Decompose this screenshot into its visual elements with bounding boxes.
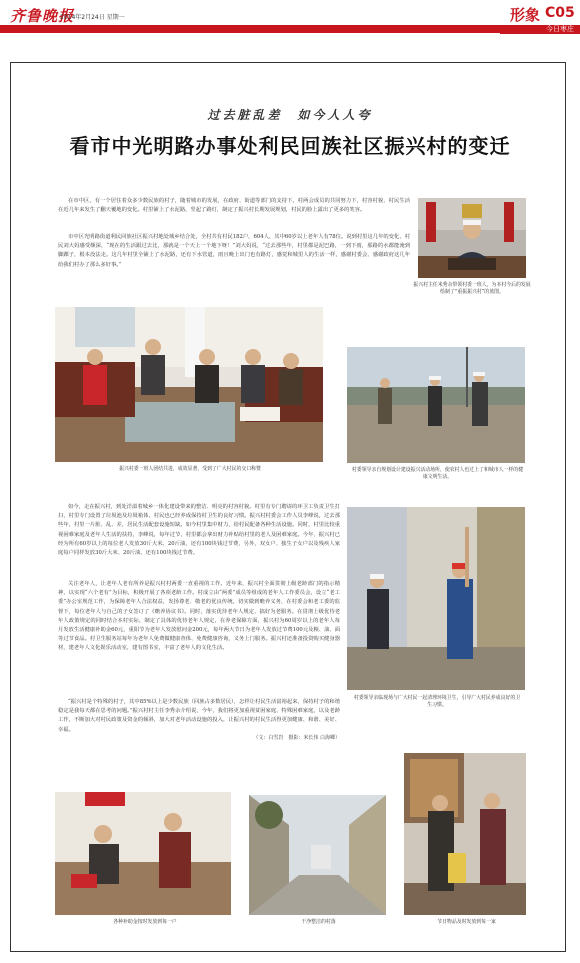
page-number: C05 bbox=[545, 5, 575, 21]
caption-street: 干净整洁的村落 bbox=[301, 919, 336, 925]
newspaper-logo: 齐鲁晚报 bbox=[10, 7, 75, 25]
caption-meeting: 振兴村委一班人团结共进，成效显著，受到了广大村民的交口称赞 bbox=[119, 466, 261, 472]
header-rule bbox=[0, 25, 580, 33]
caption-inspection: 村委领导亲自规划设计建设振兴活动场所，使农村人也过上了和城市人一样的健康文明生活。 bbox=[351, 467, 524, 480]
article-paragraph: “振兴村是个特殊的村子，其中85%以上是少数民族（回族占多数居民），怎样让村民生活富裕起来，保持村子的和谐稳定是我每天都在思考的问题。”振兴村村主任李秀余介绍说，今年，我们将更加重视贫困家庭、特殊困难家庭，以及老龄工作，不断加大对村民政策及资金的倾斜，加大对老年活动设施的投入，让振兴村的村民生活得更加健康、和谐、美好、幸福。 bbox=[58, 699, 340, 733]
photo-cleaning bbox=[347, 507, 525, 690]
caption-gifts: 节日物品及时发放到每一家 bbox=[437, 919, 496, 925]
article-paragraph: 在市中区，有一个居住着众多少数民族的村子，随着城市的发展，在政府、街道等部门的支持下，村两会成员的共同努力下，村容村貌、村民生活在近几年来发生了翻天覆地的变化。村里铺上了水泥路，竖起了路灯，制定了振兴村长期发展规划，村民的脸上露出了更多的笑容。 bbox=[58, 198, 410, 214]
article-paragraph: 如今，走在振兴村，到处洋溢着城乡一体化建设带来的整洁、明亮的村容村貌。村里有专门聘请的环卫工负责卫生打扫，村里专门设置了垃圾池及垃圾箱体，村民也已经养成保持村卫生的良好习惯。振兴村村委会工作人员李峰说，过去那些年，村里一片脏、乱、差，居民生活配套设施短缺。如今村里集中财力，给村民配备各种生活设施。同时，村里比较重视困难家庭及老年人生活的扶持，李峰说，每年过节，村里都会拿出财力补贴给村里的老人及困难家庭。今年，振兴村已经为所有60岁以上的每位老人发放30斤大米、20斤油，还有100块钱过节费，另外，双女户、独生子女户以及残疾人家庭每户同样发放30斤大米、20斤油，还有100块钱过节费。 bbox=[58, 504, 340, 557]
photo-village-street bbox=[249, 795, 386, 915]
article-headline: 看市中光明路办事处利民回族社区振兴村的变迁 bbox=[69, 134, 511, 158]
issue-date: 2014年2月24日 星期一 bbox=[60, 14, 125, 21]
section-title: 形象 bbox=[510, 6, 541, 24]
photo-village-meeting bbox=[55, 307, 323, 462]
article-paragraph: 市中区光明路街道利民回族社区振兴村地处城乡结合处，全村共有村民182户，604人，其中60岁以上老年人有78位。说到村里这几年的变化，村民刘大妈感受颇深，“现在的生活跟过去比，那就是一个天上一个地下呀！”刘大妈说，“过去那些年，村里都是泥巴路，一到下雨，那路的水都能淹到脚踝子，根本没法走。这几年村里全铺上了水泥路，还有下水管道，雨且晚上出门也有路灯，感觉和城里人的生活一样，感谢村委会、感谢政府这几年给我们村办了那么多好事。” bbox=[58, 234, 410, 268]
photo-holiday-gifts bbox=[404, 753, 526, 915]
caption-cleaning: 村委领导亲临现场与广大村民一起清理环境卫生，引导广大村民养成良好的卫生习惯。 bbox=[353, 695, 521, 708]
article-subhead: 过去脏乱差 如今人人夸 bbox=[207, 108, 373, 122]
caption-aid: 各种补助金按时发放到每一户 bbox=[113, 919, 177, 925]
caption-portrait: 振兴村主任米秀余带领村委一班人，为本村今后的发展绘制了“重振振兴村”的蓝图。 bbox=[413, 282, 531, 295]
photo-site-inspection bbox=[347, 347, 525, 463]
photo-aid-distribution bbox=[55, 792, 231, 915]
photo-village-head bbox=[418, 198, 526, 278]
column-label: 今日枣庄 bbox=[500, 25, 580, 34]
article-credit: （文：白雪岩 摄影：米长伟 白海卿） bbox=[253, 735, 340, 741]
article-paragraph: 关注老年人，让老年人老有所养是振兴村村两委一直重视的工作。近年来，振兴村全面贯彻上级老龄部门的指示精神，以实现“六个老有”为目标，积极开展了各项老龄工作。村成立由“两委”成员等组成的老年人工作委员会，设立“老工委”办公室规范工作，为保障老年人合法权益，发扬尊老、敬老的优良传统，切实做到赡养义务，在村委会和老工委的监督下，每位老年人与自己的子女签订了《赡养协议书》。同时，落实优待老年人规定、搞好为老服务。在贯彻上级优待老年人政策规定的同时结合本村实际，制定了具体的优待老年人规定，在养老保障方面，振兴村为60周岁以上的老年人每月发放生活健康补助金60元，重阳节为老年人发放慰问金200元，每年两大节日为老年人发放过节费100元及粮、油、面等过节食品。村卫生服务站每年为老年人免费做健康查体、免费健康咨询，义务上门服务。振兴村还准备投资购买健身器材，建老年人文化娱乐活动室，建有图书室，丰富了老年人的文化生活。 bbox=[58, 581, 340, 652]
